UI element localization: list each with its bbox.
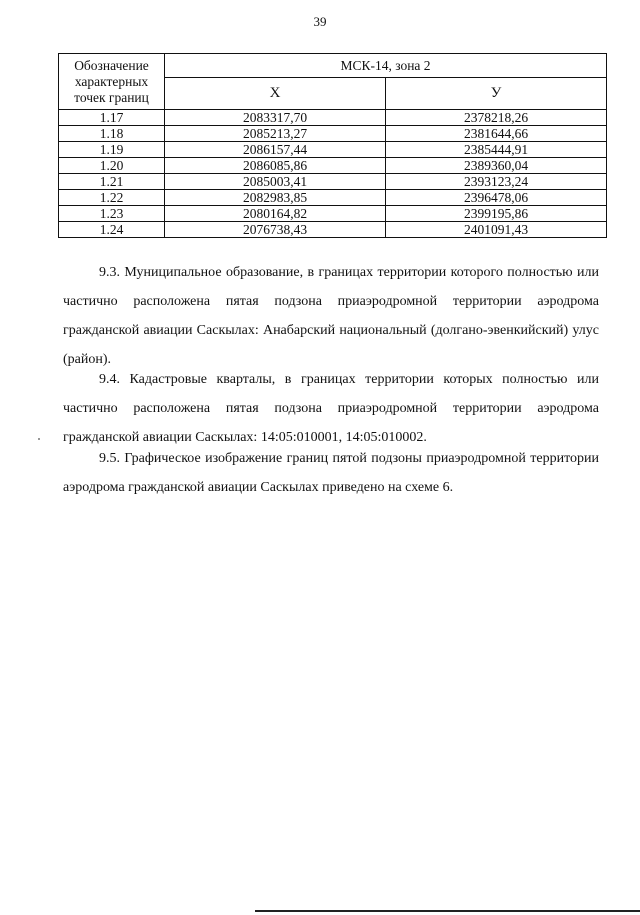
x-value: 2083317,70 xyxy=(165,110,386,126)
table-row xyxy=(59,206,607,222)
table-row xyxy=(59,126,607,142)
cadastral-paragraph xyxy=(63,365,599,452)
x-value: 2080164,82 xyxy=(165,206,386,222)
table-row xyxy=(59,158,607,174)
coordinate-system-header: МСК-14, зона 2 xyxy=(165,54,607,78)
y-value: 2401091,43 xyxy=(386,222,607,238)
x-value: 2085213,27 xyxy=(165,126,386,142)
scan-speck xyxy=(38,438,40,440)
x-column-header: X xyxy=(165,77,386,109)
table-row xyxy=(59,142,607,158)
y-value: 2389360,04 xyxy=(386,158,607,174)
table-row xyxy=(59,174,607,190)
table-row xyxy=(59,110,607,126)
point-id: 1.18 xyxy=(59,126,165,142)
point-id: 1.19 xyxy=(59,142,165,158)
x-value: 2086085,86 xyxy=(165,158,386,174)
x-value: 2082983,85 xyxy=(165,190,386,206)
paragraph-9-5: 9.5. Графическое изображение границ пятой подзоны приаэродромной территории аэродрома гражданской авиации Саскылах приведено на схеме 6. xyxy=(63,451,599,495)
points-header: Обозначение характерных точек границ xyxy=(59,54,165,110)
y-value: 2378218,26 xyxy=(386,110,607,126)
scheme-paragraph xyxy=(63,444,599,502)
page-number: 39 xyxy=(313,14,327,29)
y-value: 2381644,66 xyxy=(386,126,607,142)
y-value: 2396478,06 xyxy=(386,190,607,206)
y-value: 2393123,24 xyxy=(386,174,607,190)
y-value: 2399195,86 xyxy=(386,206,607,222)
point-id: 1.24 xyxy=(59,222,165,238)
y-column-header: У xyxy=(386,77,607,109)
point-id: 1.21 xyxy=(59,174,165,190)
point-id: 1.17 xyxy=(59,110,165,126)
point-id: 1.20 xyxy=(59,158,165,174)
coordinates-table xyxy=(58,53,607,238)
y-value: 2385444,91 xyxy=(386,142,607,158)
table-row xyxy=(59,222,607,238)
paragraph-9-3: 9.3. Муниципальное образование, в границах территории которого полностью или частично расположена пятая подзона приаэродромной территории аэродрома гражданской авиации Саскылах: Анабарский национальный (долгано-эвенкийский) улус (район). xyxy=(63,265,599,367)
point-id: 1.23 xyxy=(59,206,165,222)
point-id: 1.22 xyxy=(59,190,165,206)
x-value: 2085003,41 xyxy=(165,174,386,190)
municipality-paragraph xyxy=(63,258,599,374)
table-row xyxy=(59,190,607,206)
x-value: 2076738,43 xyxy=(165,222,386,238)
scan-edge-line xyxy=(255,910,640,912)
paragraph-9-4: 9.4. Кадастровые кварталы, в границах территории которых полностью или частично расположена пятая подзона приаэродромной территории аэродрома гражданской авиации Саскылах: 14:05:010001, 14:05:010002. xyxy=(63,372,599,445)
x-value: 2086157,44 xyxy=(165,142,386,158)
